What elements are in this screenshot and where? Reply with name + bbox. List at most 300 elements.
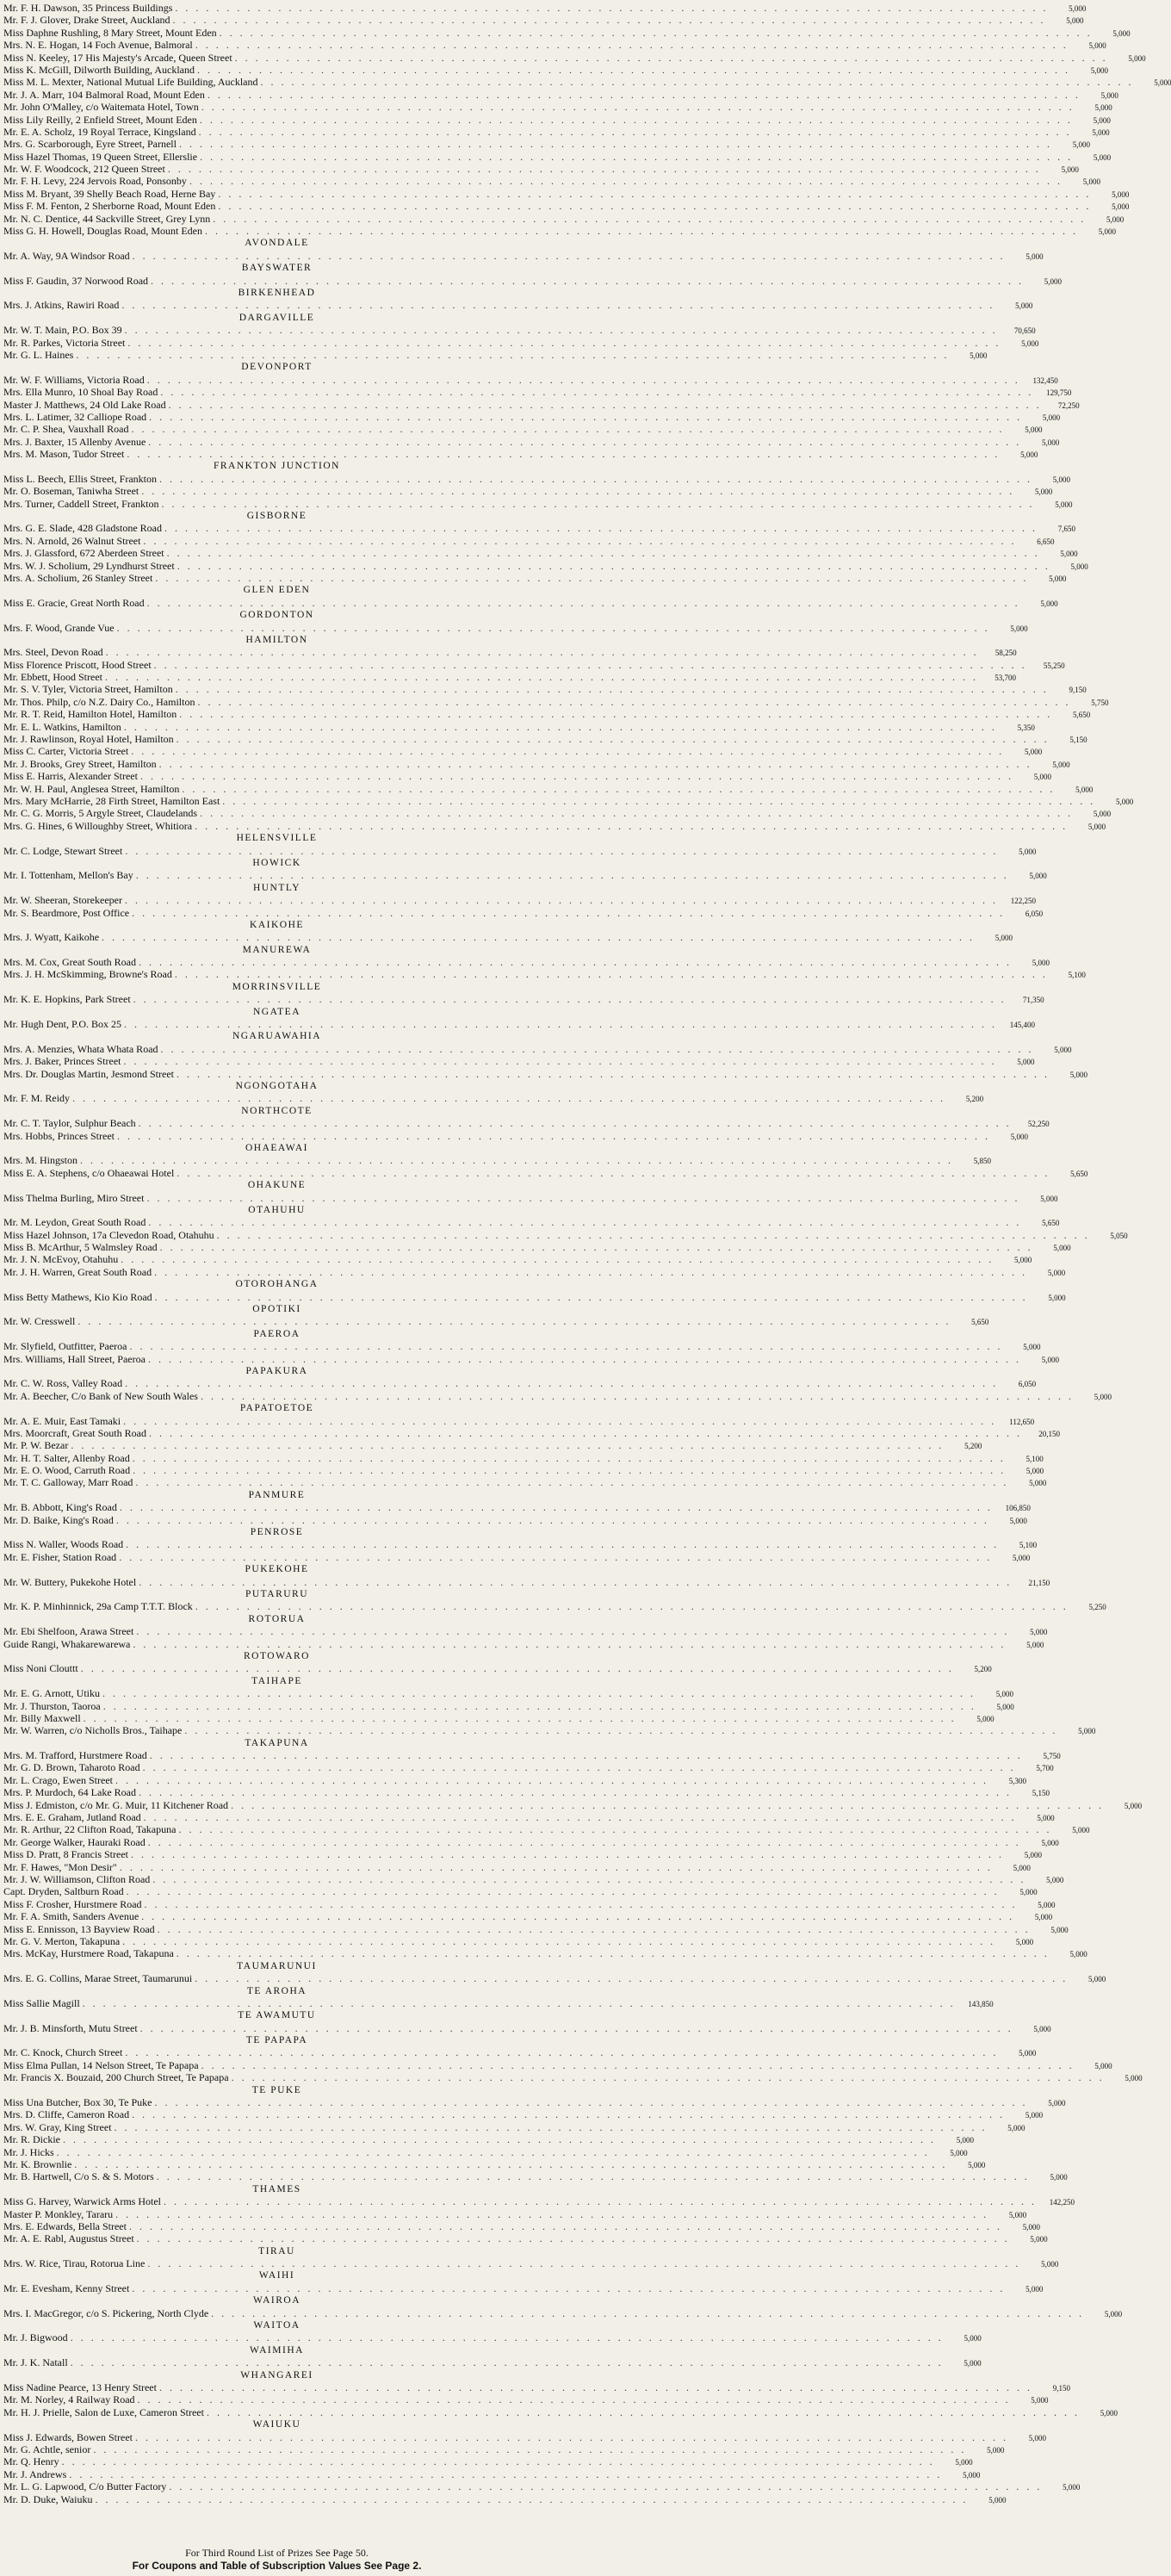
winner-row xyxy=(0,39,1106,52)
winner-name: Mrs. N. E. Hogan, 14 Foch Avenue, Balmoral xyxy=(3,39,193,52)
town-heading: FRANKTON JUNCTION xyxy=(213,461,340,472)
prize-amount: 5,000 xyxy=(1017,1058,1035,1067)
leader-dots: . . . . . . . . . . . . . . . . . . . . . . . . . . . . . . . . . . . . . . . . . . . . . . . . . . . . . . . . . . . . . . . . . . . . . . . . . . . . . . . . . . . . . xyxy=(93,2443,967,2455)
town-heading: ROTOWARO xyxy=(244,1650,310,1661)
leader-dots: . . . . . . . . . . . . . . . . . . . . . . . . . . . . . . . . . . . . . . . . . . . . . . . . . . . . . . . . . . . . . . . . . . . . . . . . . . . . . . . . . . . . . xyxy=(125,1377,999,1390)
winner-name: Capt. Dryden, Saltburn Road xyxy=(3,1885,124,1898)
leader-dots: . . . . . . . . . . . . . . . . . . . . . . . . . . . . . . . . . . . . . . . . . . . . . . . . . . . . . . . . . . . . . . . . . . . . . . . . . . . . . . . . . . . . . xyxy=(139,956,1012,969)
winner-name: Miss Sallie Magill xyxy=(3,1996,80,2009)
winner-name: Miss F. M. Fenton, 2 Sherborne Road, Mount Eden xyxy=(3,200,216,213)
leader-dots: . . . . . . . . . . . . . . . . . . . . . . . . . . . . . . . . . . . . . . . . . . . . . . . . . . . . . . . . . . . . . . . . . . . . . . . . . . . . . . . . . . . . . xyxy=(141,485,1015,498)
winner-row xyxy=(0,2046,1037,2059)
leader-dots: . . . . . . . . . . . . . . . . . . . . . . . . . . . . . . . . . . . . . . . . . . . . . . . . . . . . . . . . . . . . . . . . . . . . . . . . . . . . . . . . . . . . . xyxy=(205,225,1078,238)
town-section xyxy=(0,262,1063,287)
town-section xyxy=(0,2183,1075,2245)
winner-row xyxy=(0,720,1035,733)
winner-row xyxy=(0,2120,1025,2133)
winner-name: Miss E. Harris, Alexander Street xyxy=(3,770,138,783)
prize-amount: 5,650 xyxy=(1072,711,1091,720)
town-section xyxy=(0,1613,1048,1650)
winner-row xyxy=(0,807,1112,820)
winner-name: Mrs. W. Rice, Tirau, Rotorua Line xyxy=(3,2257,146,2270)
town-section xyxy=(0,460,1073,510)
leader-dots: . . . . . . . . . . . . . . . . . . . . . . . . . . . . . . . . . . . . . . . . . . . . . . . . . . . . . . . . . . . . . . . . . . . . . . . . . . . . . . . . . . . . . xyxy=(195,819,1069,832)
prize-amount: 5,000 xyxy=(988,2495,1007,2505)
leader-dots: . . . . . . . . . . . . . . . . . . . . . . . . . . . . . . . . . . . . . . . . . . . . . . . . . . . . . . . . . . . . . . . . . . . . . . . . . . . . . . . . . . . . . xyxy=(218,187,1092,200)
town-section xyxy=(0,2418,1081,2505)
leader-dots: . . . . . . . . . . . . . . . . . . . . . . . . . . . . . . . . . . . . . . . . . . . . . . . . . . . . . . . . . . . . . . . . . . . . . . . . . . . . . . . . . . . . . xyxy=(178,138,1052,151)
winner-row xyxy=(0,472,1070,485)
winner-name: Miss M. Bryant, 39 Shelly Beach Road, Herne Bay xyxy=(3,187,216,200)
winner-row xyxy=(0,1749,1061,1762)
town-section xyxy=(0,1365,1112,1402)
winner-row xyxy=(0,1414,1035,1427)
prize-amount: 5,000 xyxy=(1047,1268,1066,1277)
winner-name: Mrs. W. J. Scholium, 29 Lyndhurst Street xyxy=(3,559,175,572)
town-heading: GLEN EDEN xyxy=(243,585,311,596)
leader-dots: . . . . . . . . . . . . . . . . . . . . . . . . . . . . . . . . . . . . . . . . . . . . . . . . . . . . . . . . . . . . . . . . . . . . . . . . . . . . . . . . . . . . . xyxy=(198,125,1072,138)
winner-name: Mr. D. Duke, Waiuku xyxy=(3,2492,93,2505)
prize-amount: 9,150 xyxy=(1052,2384,1070,2393)
winner-row xyxy=(0,1476,1047,1489)
winner-row xyxy=(0,770,1051,783)
prize-amount: 5,000 xyxy=(1088,41,1106,51)
prize-amount: 5,000 xyxy=(1069,1070,1087,1079)
leader-dots: . . . . . . . . . . . . . . . . . . . . . . . . . . . . . . . . . . . . . . . . . . . . . . . . . . . . . . . . . . . . . . . . . . . . . . . . . . . . . . . . . . . . . xyxy=(182,782,1056,795)
prize-amount: 5,000 xyxy=(1044,276,1063,286)
winner-row xyxy=(0,1067,1087,1080)
prize-amount: 5,000 xyxy=(1024,1851,1042,1860)
leader-dots: . . . . . . . . . . . . . . . . . . . . . . . . . . . . . . . . . . . . . . . . . . . . . . . . . . . . . . . . . . . . . . . . . . . . . . . . . . . . . . . . . . . . . xyxy=(123,1414,997,1427)
prize-amount: 72,250 xyxy=(1057,400,1080,410)
prize-amount: 5,000 xyxy=(1087,822,1106,831)
winner-row xyxy=(0,993,1044,1006)
winner-name: Mr. Ebi Shelfoon, Arawa Street xyxy=(3,1625,134,1638)
winner-name: Mr. C. Knock, Church Street xyxy=(3,2046,123,2059)
prize-amount: 5,000 xyxy=(1020,450,1038,460)
leader-dots: . . . . . . . . . . . . . . . . . . . . . . . . . . . . . . . . . . . . . . . . . . . . . . . . . . . . . . . . . . . . . . . . . . . . . . . . . . . . . . . . . . . . . xyxy=(126,1885,1000,1898)
winner-name: Mr. E. L. Watkins, Hamilton xyxy=(3,720,121,733)
leader-dots: . . . . . . . . . . . . . . . . . . . . . . . . . . . . . . . . . . . . . . . . . . . . . . . . . . . . . . . . . . . . . . . . . . . . . . . . . . . . . . . . . . . . . xyxy=(83,1711,957,1724)
leader-dots: . . . . . . . . . . . . . . . . . . . . . . . . . . . . . . . . . . . . . . . . . . . . . . . . . . . . . . . . . . . . . . . . . . . . . . . . . . . . . . . . . . . . . xyxy=(219,26,1093,39)
prize-amount: 5,000 xyxy=(1128,53,1146,63)
leader-dots: . . . . . . . . . . . . . . . . . . . . . . . . . . . . . . . . . . . . . . . . . . . . . . . . . . . . . . . . . . . . . . . . . . . . . . . . . . . . . . . . . . . . . xyxy=(213,212,1087,225)
winner-row xyxy=(0,1823,1090,1836)
winner-row xyxy=(0,1253,1032,1266)
winner-name: Mr. K. E. Hopkins, Park Street xyxy=(3,993,131,1006)
winner-name: Mrs. J. Baker, Princes Street xyxy=(3,1055,121,1068)
prize-amount: 5,000 xyxy=(1007,2123,1025,2132)
winner-row xyxy=(0,1996,994,2009)
leader-dots: . . . . . . . . . . . . . . . . . . . . . . . . . . . . . . . . . . . . . . . . . . . . . . . . . . . . . . . . . . . . . . . . . . . . . . . . . . . . . . . . . . . . . xyxy=(200,807,1074,820)
prize-amount: 5,000 xyxy=(1015,1937,1034,1946)
winner-name: Mr. A. Way, 9A Windsor Road xyxy=(3,249,130,262)
winner-row xyxy=(0,782,1094,795)
town-heading: THAMES xyxy=(252,2183,301,2194)
winner-name: Mrs. Ella Munro, 10 Shoal Bay Road xyxy=(3,386,158,399)
leader-dots: . . . . . . . . . . . . . . . . . . . . . . . . . . . . . . . . . . . . . . . . . . . . . . . . . . . . . . . . . . . . . . . . . . . . . . . . . . . . . . . . . . . . . xyxy=(139,770,1013,783)
winner-row xyxy=(0,76,1171,89)
town-heading: OHAKUNE xyxy=(247,1180,307,1191)
town-heading: ROTORUA xyxy=(248,1613,306,1624)
town-heading: PAPAKURA xyxy=(245,1365,308,1376)
winner-row xyxy=(0,658,1065,671)
winner-row xyxy=(0,1389,1112,1402)
winner-name: Mr. F. M. Reidy xyxy=(3,1092,71,1105)
town-heading: NGONGOTAHA xyxy=(235,1080,319,1091)
prize-amount: 5,000 xyxy=(1025,1467,1044,1476)
page-footer xyxy=(0,2547,554,2573)
town-section xyxy=(0,857,1047,882)
winner-row xyxy=(0,2381,1070,2393)
prize-amount: 5,000 xyxy=(1028,2433,1046,2443)
prize-amount: 52,250 xyxy=(1027,1120,1050,1129)
winner-row xyxy=(0,1711,994,1724)
leader-dots: . . . . . . . . . . . . . . . . . . . . . . . . . . . . . . . . . . . . . . . . . . . . . . . . . . . . . . . . . . . . . . . . . . . . . . . . . . . . . . . . . . . . . xyxy=(174,968,1048,981)
winner-name: Mrs. Williams, Hall Street, Paeroa xyxy=(3,1352,146,1365)
leader-dots: . . . . . . . . . . . . . . . . . . . . . . . . . . . . . . . . . . . . . . . . . . . . . . . . . . . . . . . . . . . . . . . . . . . . . . . . . . . . . . . . . . . . . xyxy=(76,348,950,361)
prize-amount: 5,100 xyxy=(1068,971,1086,980)
leader-dots: . . . . . . . . . . . . . . . . . . . . . . . . . . . . . . . . . . . . . . . . . . . . . . . . . . . . . . . . . . . . . . . . . . . . . . . . . . . . . . . . . . . . . xyxy=(154,1290,1028,1303)
winner-row xyxy=(0,534,1055,547)
winner-row xyxy=(0,373,1058,386)
prize-amount: 5,000 xyxy=(976,1714,994,1723)
winner-row xyxy=(0,212,1125,225)
leader-dots: . . . . . . . . . . . . . . . . . . . . . . . . . . . . . . . . . . . . . . . . . . . . . . . . . . . . . . . . . . . . . . . . . . . . . . . . . . . . . . . . . . . . . xyxy=(127,448,1001,461)
town-section xyxy=(0,1278,1066,1303)
town-section xyxy=(0,2245,1059,2270)
winner-name: Mr. I. Tottenham, Mellon's Bay xyxy=(3,869,133,882)
prize-amount: 5,000 xyxy=(1098,227,1116,237)
winner-name: Mr. M. Norley, 4 Railway Road xyxy=(3,2393,135,2406)
prize-amount: 5,750 xyxy=(1043,1752,1061,1761)
leader-dots: . . . . . . . . . . . . . . . . . . . . . . . . . . . . . . . . . . . . . . . . . . . . . . . . . . . . . . . . . . . . . . . . . . . . . . . . . . . . . . . . . . . . . xyxy=(132,2108,1006,2121)
prize-amount: 5,000 xyxy=(1112,189,1130,199)
winner-row xyxy=(0,249,1044,262)
town-heading: HOWICK xyxy=(252,857,301,868)
winner-name: Mr. G. L. Haines xyxy=(3,348,74,361)
prize-amount: 5,000 xyxy=(1104,2309,1123,2318)
prize-amount: 5,000 xyxy=(1049,574,1067,583)
winner-row xyxy=(0,2021,1051,2034)
prize-amount: 5,000 xyxy=(950,2148,968,2157)
winner-name: Mr. W. Cresswell xyxy=(3,1315,76,1328)
winner-row xyxy=(0,1897,1056,1910)
winner-row xyxy=(0,1154,992,1167)
winner-row xyxy=(0,2467,981,2480)
winner-name: Mr. Q. Henry xyxy=(3,2455,59,2468)
winner-row xyxy=(0,522,1075,535)
winner-name: Mr. T. C. Galloway, Marr Road xyxy=(3,1476,133,1489)
winner-name: Mrs. Turner, Caddell Street, Frankton xyxy=(3,497,159,510)
prize-amount: 5,000 xyxy=(1094,1392,1112,1401)
winner-name: Master P. Monkley, Tararu xyxy=(3,2207,114,2220)
winner-row xyxy=(0,819,1106,832)
prize-amount: 5,000 xyxy=(1041,1355,1059,1364)
winner-row xyxy=(0,1513,1027,1526)
winner-name: Mrs. A. Scholium, 26 Stanley Street xyxy=(3,571,153,584)
town-heading: PAPATOETOE xyxy=(239,1403,314,1414)
winner-name: Mr. Slyfield, Outfitter, Paeroa xyxy=(3,1340,127,1353)
winner-name: Mr. C. G. Morris, 5 Argyle Street, Claudelands xyxy=(3,807,198,820)
winner-row xyxy=(0,906,1044,919)
winner-row xyxy=(0,1972,1106,1985)
town-heading: PUTARURU xyxy=(245,1589,309,1599)
leader-dots: . . . . . . . . . . . . . . . . . . . . . . . . . . . . . . . . . . . . . . . . . . . . . . . . . . . . . . . . . . . . . . . . . . . . . . . . . . . . . . . . . . . . . xyxy=(124,324,998,337)
winner-name: Mr. J. A. Marr, 104 Balmoral Road, Mount Eden xyxy=(3,88,205,101)
prize-amount: 5,000 xyxy=(1013,1256,1032,1265)
prize-amount: 5,000 xyxy=(1009,1516,1027,1525)
winner-name: Miss C. Carter, Victoria Street xyxy=(3,745,129,758)
winner-name: Mr. P. W. Bezar xyxy=(3,1439,69,1452)
prize-amount: 70,650 xyxy=(1013,326,1036,336)
winner-row xyxy=(0,1018,1036,1031)
leader-dots: . . . . . . . . . . . . . . . . . . . . . . . . . . . . . . . . . . . . . . . . . . . . . . . . . . . . . . . . . . . . . . . . . . . . . . . . . . . . . . . . . . . . . xyxy=(206,2405,1080,2418)
winner-row xyxy=(0,1451,1044,1464)
prize-amount: 5,000 xyxy=(1093,115,1111,125)
winner-name: Miss E. A. Stephens, c/o Ohaeawai Hotel xyxy=(3,1166,175,1179)
winner-row xyxy=(0,2393,1049,2406)
winner-row xyxy=(0,1042,1072,1055)
winner-row xyxy=(0,2157,986,2170)
leader-dots: . . . . . . . . . . . . . . . . . . . . . . . . . . . . . . . . . . . . . . . . . . . . . . . . . . . . . . . . . . . . . . . . . . . . . . . . . . . . . . . . . . . . . xyxy=(61,2455,935,2468)
winner-row xyxy=(0,1625,1048,1638)
winner-name: Mr. W. T. Main, P.O. Box 39 xyxy=(3,324,122,337)
winner-row xyxy=(0,187,1130,200)
prize-amount: 5,000 xyxy=(1019,1888,1038,1897)
winner-name: Mrs. W. Gray, King Street xyxy=(3,2120,112,2133)
leader-dots: . . . . . . . . . . . . . . . . . . . . . . . . . . . . . . . . . . . . . . . . . . . . . . . . . . . . . . . . . . . . . . . . . . . . . . . . . . . . . . . . . . . . . xyxy=(201,101,1075,114)
prize-amount: 5,000 xyxy=(1025,425,1043,435)
winner-row xyxy=(0,125,1110,138)
leader-dots: . . . . . . . . . . . . . . . . . . . . . . . . . . . . . . . . . . . . . . . . . . . . . . . . . . . . . . . . . . . . . . . . . . . . . . . . . . . . . . . . . . . . . xyxy=(133,1637,1007,1650)
leader-dots: . . . . . . . . . . . . . . . . . . . . . . . . . . . . . . . . . . . . . . . . . . . . . . . . . . . . . . . . . . . . . . . . . . . . . . . . . . . . . . . . . . . . . xyxy=(148,435,1022,448)
prize-amount: 5,000 xyxy=(1029,872,1047,881)
prize-amount: 5,000 xyxy=(1060,549,1078,559)
leader-dots: . . . . . . . . . . . . . . . . . . . . . . . . . . . . . . . . . . . . . . . . . . . . . . . . . . . . . . . . . . . . . . . . . . . . . . . . . . . . . . . . . . . . . xyxy=(169,2480,1043,2493)
town-section xyxy=(0,2269,1044,2294)
prize-amount: 145,400 xyxy=(1009,1021,1036,1030)
prize-amount: 9,150 xyxy=(1069,686,1087,695)
town-heading: WAIMIHA xyxy=(250,2344,304,2356)
leader-dots: . . . . . . . . . . . . . . . . . . . . . . . . . . . . . . . . . . . . . . . . . . . . . . . . . . . . . . . . . . . . . . . . . . . . . . . . . . . . . . . . . . . . . xyxy=(149,1749,1023,1762)
leader-dots: . . . . . . . . . . . . . . . . . . . . . . . . . . . . . . . . . . . . . . . . . . . . . . . . . . . . . . . . . . . . . . . . . . . . . . . . . . . . . . . . . . . . . xyxy=(179,708,1053,721)
leader-dots: . . . . . . . . . . . . . . . . . . . . . . . . . . . . . . . . . . . . . . . . . . . . . . . . . . . . . . . . . . . . . . . . . . . . . . . . . . . . . . . . . . . . . xyxy=(80,1154,954,1167)
winner-name: Mr. Thos. Philp, c/o N.Z. Dairy Co., Hamilton xyxy=(3,695,195,708)
winner-name: Mr. Billy Maxwell xyxy=(3,1711,81,1724)
winner-name: Mr. E. Fisher, Station Road xyxy=(3,1550,117,1563)
leader-dots: . . . . . . . . . . . . . . . . . . . . . . . . . . . . . . . . . . . . . . . . . . . . . . . . . . . . . . . . . . . . . . . . . . . . . . . . . . . . . . . . . . . . . xyxy=(222,795,1096,807)
leader-dots: . . . . . . . . . . . . . . . . . . . . . . . . . . . . . . . . . . . . . . . . . . . . . . . . . . . . . . . . . . . . . . . . . . . . . . . . . . . . . . . . . . . . . xyxy=(199,113,1073,126)
winner-row xyxy=(0,2232,1048,2245)
leader-dots: . . . . . . . . . . . . . . . . . . . . . . . . . . . . . . . . . . . . . . . . . . . . . . . . . . . . . . . . . . . . . . . . . . . . . . . . . . . . . . . . . . . . . xyxy=(167,163,1041,176)
winner-name: Miss Hazel Johnson, 17a Clevedon Road, Otahuhu xyxy=(3,1228,214,1241)
winner-row xyxy=(0,1835,1059,1848)
prize-amount: 5,000 xyxy=(1066,16,1084,26)
prize-amount: 5,650 xyxy=(1070,1169,1088,1178)
town-heading: TE AROHA xyxy=(246,1985,307,1996)
leader-dots: . . . . . . . . . . . . . . . . . . . . . . . . . . . . . . . . . . . . . . . . . . . . . . . . . . . . . . . . . . . . . . . . . . . . . . . . . . . . . . . . . . . . . xyxy=(137,2393,1011,2406)
town-heading: NGARUAWAHIA xyxy=(232,1031,322,1042)
prize-amount: 5,000 xyxy=(1072,1826,1090,1835)
town-heading: WAIROA xyxy=(253,2295,300,2306)
town-heading: TE AWAMUTU xyxy=(238,2010,316,2021)
leader-dots: . . . . . . . . . . . . . . . . . . . . . . . . . . . . . . . . . . . . . . . . . . . . . . . . . . . . . . . . . . . . . . . . . . . . . . . . . . . . . . . . . . . . . xyxy=(216,1228,1090,1241)
winner-name: Mrs. M. Cox, Great South Road xyxy=(3,956,136,969)
leader-dots: . . . . . . . . . . . . . . . . . . . . . . . . . . . . . . . . . . . . . . . . . . . . . . . . . . . . . . . . . . . . . . . . . . . . . . . . . . . . . . . . . . . . . xyxy=(143,534,1017,547)
prize-amount: 5,000 xyxy=(1041,2260,1059,2269)
prize-amount: 5,000 xyxy=(987,2445,1005,2455)
winner-row xyxy=(0,1885,1038,1898)
leader-dots: . . . . . . . . . . . . . . . . . . . . . . . . . . . . . . . . . . . . . . . . . . . . . . . . . . . . . . . . . . . . . . . . . . . . . . . . . . . . . . . . . . . . . xyxy=(189,175,1063,188)
town-section xyxy=(0,1960,1106,1985)
leader-dots: . . . . . . . . . . . . . . . . . . . . . . . . . . . . . . . . . . . . . . . . . . . . . . . . . . . . . . . . . . . . . . . . . . . . . . . . . . . . . . . . . . . . . xyxy=(200,150,1074,163)
winner-row xyxy=(0,931,1013,944)
leader-dots: . . . . . . . . . . . . . . . . . . . . . . . . . . . . . . . . . . . . . . . . . . . . . . . . . . . . . . . . . . . . . . . . . . . . . . . . . . . . . . . . . . . . . xyxy=(143,1811,1017,1824)
prize-amount: 5,000 xyxy=(1042,438,1060,447)
leader-dots: . . . . . . . . . . . . . . . . . . . . . . . . . . . . . . . . . . . . . . . . . . . . . . . . . . . . . . . . . . . . . . . . . . . . . . . . . . . . . . . . . . . . . xyxy=(95,2492,969,2505)
winner-row xyxy=(0,2145,968,2158)
winner-row xyxy=(0,1340,1041,1353)
winner-row xyxy=(0,1910,1053,1923)
leader-dots: . . . . . . . . . . . . . . . . . . . . . . . . . . . . . . . . . . . . . . . . . . . . . . . . . . . . . . . . . . . . . . . . . . . . . . . . . . . . . . . . . . . . . xyxy=(142,1761,1016,1774)
leader-dots: . . . . . . . . . . . . . . . . . . . . . . . . . . . . . . . . . . . . . . . . . . . . . . . . . . . . . . . . . . . . . . . . . . . . . . . . . . . . . . . . . . . . . xyxy=(138,1786,1012,1799)
prize-amount: 5,000 xyxy=(1019,847,1037,856)
winner-row xyxy=(0,1191,1058,1204)
town-section xyxy=(0,1489,1031,1526)
winner-row xyxy=(0,1426,1060,1439)
winner-name: Mrs. J. Atkins, Rawiri Road xyxy=(3,299,120,312)
winner-row xyxy=(0,2058,1112,2071)
prize-amount: 5,000 xyxy=(1125,2074,1143,2083)
winner-row xyxy=(0,1055,1035,1068)
winner-row xyxy=(0,175,1100,188)
prize-amount: 5,000 xyxy=(1106,214,1125,224)
leader-dots: . . . . . . . . . . . . . . . . . . . . . . . . . . . . . . . . . . . . . . . . . . . . . . . . . . . . . . . . . . . . . . . . . . . . . . . . . . . . . . . . . . . . . xyxy=(158,2381,1032,2393)
leader-dots: . . . . . . . . . . . . . . . . . . . . . . . . . . . . . . . . . . . . . . . . . . . . . . . . . . . . . . . . . . . . . . . . . . . . . . . . . . . . . . . . . . . . . xyxy=(72,1092,946,1105)
prize-amount: 5,000 xyxy=(1013,1863,1031,1872)
winner-name: Mr. J. Andrews xyxy=(3,2467,67,2480)
winner-name: Guide Rangi, Whakarewarewa xyxy=(3,1637,131,1650)
town-heading: OTAHUHU xyxy=(248,1204,306,1215)
footer-coupons-note: For Coupons and Table of Subscription Values See Page 2. xyxy=(132,2560,422,2572)
winner-name: Mrs. N. Arnold, 26 Walnut Street xyxy=(3,534,141,547)
prize-amount: 5,000 xyxy=(1094,103,1112,113)
winner-name: Mr. C. W. Ross, Valley Road xyxy=(3,1377,123,1390)
footer-prize-list-note: For Third Round List of Prizes See Page 50. xyxy=(185,2547,369,2559)
leader-dots: . . . . . . . . . . . . . . . . . . . . . . . . . . . . . . . . . . . . . . . . . . . . . . . . . . . . . . . . . . . . . . . . . . . . . . . . . . . . . . . . . . . . . xyxy=(161,497,1035,510)
town-heading: OTOROHANGA xyxy=(235,1279,319,1290)
leader-dots: . . . . . . . . . . . . . . . . . . . . . . . . . . . . . . . . . . . . . . . . . . . . . . . . . . . . . . . . . . . . . . . . . . . . . . . . . . . . . . . . . . . . . xyxy=(156,2170,1030,2183)
leader-dots: . . . . . . . . . . . . . . . . . . . . . . . . . . . . . . . . . . . . . . . . . . . . . . . . . . . . . . . . . . . . . . . . . . . . . . . . . . . . . . . . . . . . . xyxy=(146,373,1020,386)
leader-dots: . . . . . . . . . . . . . . . . . . . . . . . . . . . . . . . . . . . . . . . . . . . . . . . . . . . . . . . . . . . . . . . . . . . . . . . . . . . . . . . . . . . . . xyxy=(69,2467,943,2480)
leader-dots: . . . . . . . . . . . . . . . . . . . . . . . . . . . . . . . . . . . . . . . . . . . . . . . . . . . . . . . . . . . . . . . . . . . . . . . . . . . . . . . . . . . . . xyxy=(154,2096,1028,2109)
winner-row xyxy=(0,1538,1038,1551)
winner-name: Mrs. M. Mason, Tudor Street xyxy=(3,448,125,461)
leader-dots: . . . . . . . . . . . . . . . . . . . . . . . . . . . . . . . . . . . . . . . . . . . . . . . . . . . . . . . . . . . . . . . . . . . . . . . . . . . . . . . . . . . . . xyxy=(104,671,978,684)
leader-dots: . . . . . . . . . . . . . . . . . . . . . . . . . . . . . . . . . . . . . . . . . . . . . . . . . . . . . . . . . . . . . . . . . . . . . . . . . . . . . . . . . . . . . xyxy=(125,844,999,857)
town-section xyxy=(0,2369,1118,2419)
leader-dots: . . . . . . . . . . . . . . . . . . . . . . . . . . . . . . . . . . . . . . . . . . . . . . . . . . . . . . . . . . . . . . . . . . . . . . . . . . . . . . . . . . . . . xyxy=(176,733,1050,746)
winner-row xyxy=(0,1216,1060,1229)
prize-amount: 142,250 xyxy=(1049,2198,1075,2207)
winner-name: Miss Elma Pullan, 14 Nelson Street, Te Papapa xyxy=(3,2058,199,2071)
leader-dots: . . . . . . . . . . . . . . . . . . . . . . . . . . . . . . . . . . . . . . . . . . . . . . . . . . . . . . . . . . . . . . . . . . . . . . . . . . . . . . . . . . . . . xyxy=(197,63,1070,76)
winner-name: Mrs. J. H. McSkimming, Browne's Road xyxy=(3,968,172,981)
prize-amount: 5,000 xyxy=(1053,1244,1071,1253)
leader-dots: . . . . . . . . . . . . . . . . . . . . . . . . . . . . . . . . . . . . . . . . . . . . . . . . . . . . . . . . . . . . . . . . . . . . . . . . . . . . . . . . . . . . . xyxy=(144,1897,1018,1910)
winner-row xyxy=(0,596,1058,609)
town-section xyxy=(0,2344,982,2369)
winner-row xyxy=(0,2430,1046,2443)
town-heading: HELENSVILLE xyxy=(236,833,318,844)
winner-name: Miss N. Keeley, 17 His Majesty's Arcade, Queen Street xyxy=(3,51,232,64)
leader-dots: . . . . . . . . . . . . . . . . . . . . . . . . . . . . . . . . . . . . . . . . . . . . . . . . . . . . . . . . . . . . . . . . . . . . . . . . . . . . . . . . . . . . . xyxy=(74,2157,948,2170)
winner-name: Mr. J. B. Minsforth, Mutu Street xyxy=(3,2021,138,2034)
town-heading: TE PAPAPA xyxy=(245,2035,308,2046)
prize-amount: 5,000 xyxy=(994,934,1013,943)
winner-row xyxy=(0,1934,1034,1947)
leader-dots: . . . . . . . . . . . . . . . . . . . . . . . . . . . . . . . . . . . . . . . . . . . . . . . . . . . . . . . . . . . . . . . . . . . . . . . . . . . . . . . . . . . . . xyxy=(119,1860,993,1873)
leader-dots: . . . . . . . . . . . . . . . . . . . . . . . . . . . . . . . . . . . . . . . . . . . . . . . . . . . . . . . . . . . . . . . . . . . . . . . . . . . . . . . . . . . . . xyxy=(157,1922,1031,1935)
prize-amount: 5,000 xyxy=(1082,177,1100,187)
winner-name: Mrs. J. Baxter, 15 Allenby Avenue xyxy=(3,435,146,448)
prize-amount: 5,000 xyxy=(1055,500,1073,509)
winner-name: Miss Noni Clouttt xyxy=(3,1662,78,1675)
leader-dots: . . . . . . . . . . . . . . . . . . . . . . . . . . . . . . . . . . . . . . . . . . . . . . . . . . . . . . . . . . . . . . . . . . . . . . . . . . . . . . . . . . . . . xyxy=(195,1600,1069,1613)
winner-row xyxy=(0,757,1070,770)
winner-name: Miss G. Harvey, Warwick Arms Hotel xyxy=(3,2195,162,2208)
winner-name: Mr. J. Hicks xyxy=(3,2145,54,2158)
winner-name: Miss Florence Priscott, Hood Street xyxy=(3,658,152,671)
winner-name: Master J. Matthews, 24 Old Lake Road xyxy=(3,398,166,411)
winner-name: Mr. B. Hartwell, C/o S. & S. Motors xyxy=(3,2170,154,2183)
winner-row xyxy=(0,138,1090,151)
winner-row xyxy=(0,2071,1143,2084)
winner-row xyxy=(0,423,1043,436)
leader-dots: . . . . . . . . . . . . . . . . . . . . . . . . . . . . . . . . . . . . . . . . . . . . . . . . . . . . . . . . . . . . . . . . . . . . . . . . . . . . . . . . . . . . . xyxy=(128,2219,1002,2232)
prize-winners-list xyxy=(0,2,1171,2505)
leader-dots: . . . . . . . . . . . . . . . . . . . . . . . . . . . . . . . . . . . . . . . . . . . . . . . . . . . . . . . . . . . . . . . . . . . . . . . . . . . . . . . . . . . . . xyxy=(151,274,1025,287)
winner-row xyxy=(0,14,1084,27)
winner-row xyxy=(0,1811,1055,1824)
winner-row xyxy=(0,1117,1050,1130)
winner-name: Miss L. Beech, Ellis Street, Frankton xyxy=(3,472,157,485)
prize-amount: 20,150 xyxy=(1038,1429,1060,1438)
winner-name: Mr. Hugh Dent, P.O. Box 25 xyxy=(3,1018,122,1031)
winner-name: Mr. K. Brownlie xyxy=(3,2157,72,2170)
prize-amount: 5,000 xyxy=(1054,1045,1072,1054)
prize-amount: 5,000 xyxy=(963,2470,981,2480)
prize-amount: 5,000 xyxy=(1033,773,1051,782)
town-section xyxy=(0,1142,1088,1179)
prize-amount: 5,000 xyxy=(1050,1925,1069,1934)
prize-amount: 143,850 xyxy=(968,1999,994,2008)
winner-row xyxy=(0,1464,1044,1477)
winner-row xyxy=(0,1166,1088,1179)
winner-name: Mrs. P. Murdoch, 64 Lake Road xyxy=(3,1786,136,1799)
leader-dots: . . . . . . . . . . . . . . . . . . . . . . . . . . . . . . . . . . . . . . . . . . . . . . . . . . . . . . . . . . . . . . . . . . . . . . . . . . . . . . . . . . . . . xyxy=(148,1426,1022,1439)
town-section xyxy=(0,609,1028,634)
winner-name: Miss Betty Mathews, Kio Kio Road xyxy=(3,1290,152,1303)
prize-amount: 5,000 xyxy=(1033,2024,1051,2033)
town-heading: GISBORNE xyxy=(246,511,307,522)
leader-dots: . . . . . . . . . . . . . . . . . . . . . . . . . . . . . . . . . . . . . . . . . . . . . . . . . . . . . . . . . . . . . . . . . . . . . . . . . . . . . . . . . . . . . xyxy=(175,2,1049,14)
winner-name: Miss J. Edmiston, c/o Mr. G. Muir, 11 Kitchener Road xyxy=(3,1798,229,1811)
prize-amount: 5,050 xyxy=(1110,1231,1128,1240)
prize-amount: 5,000 xyxy=(1052,475,1070,484)
town-section xyxy=(0,312,1039,362)
